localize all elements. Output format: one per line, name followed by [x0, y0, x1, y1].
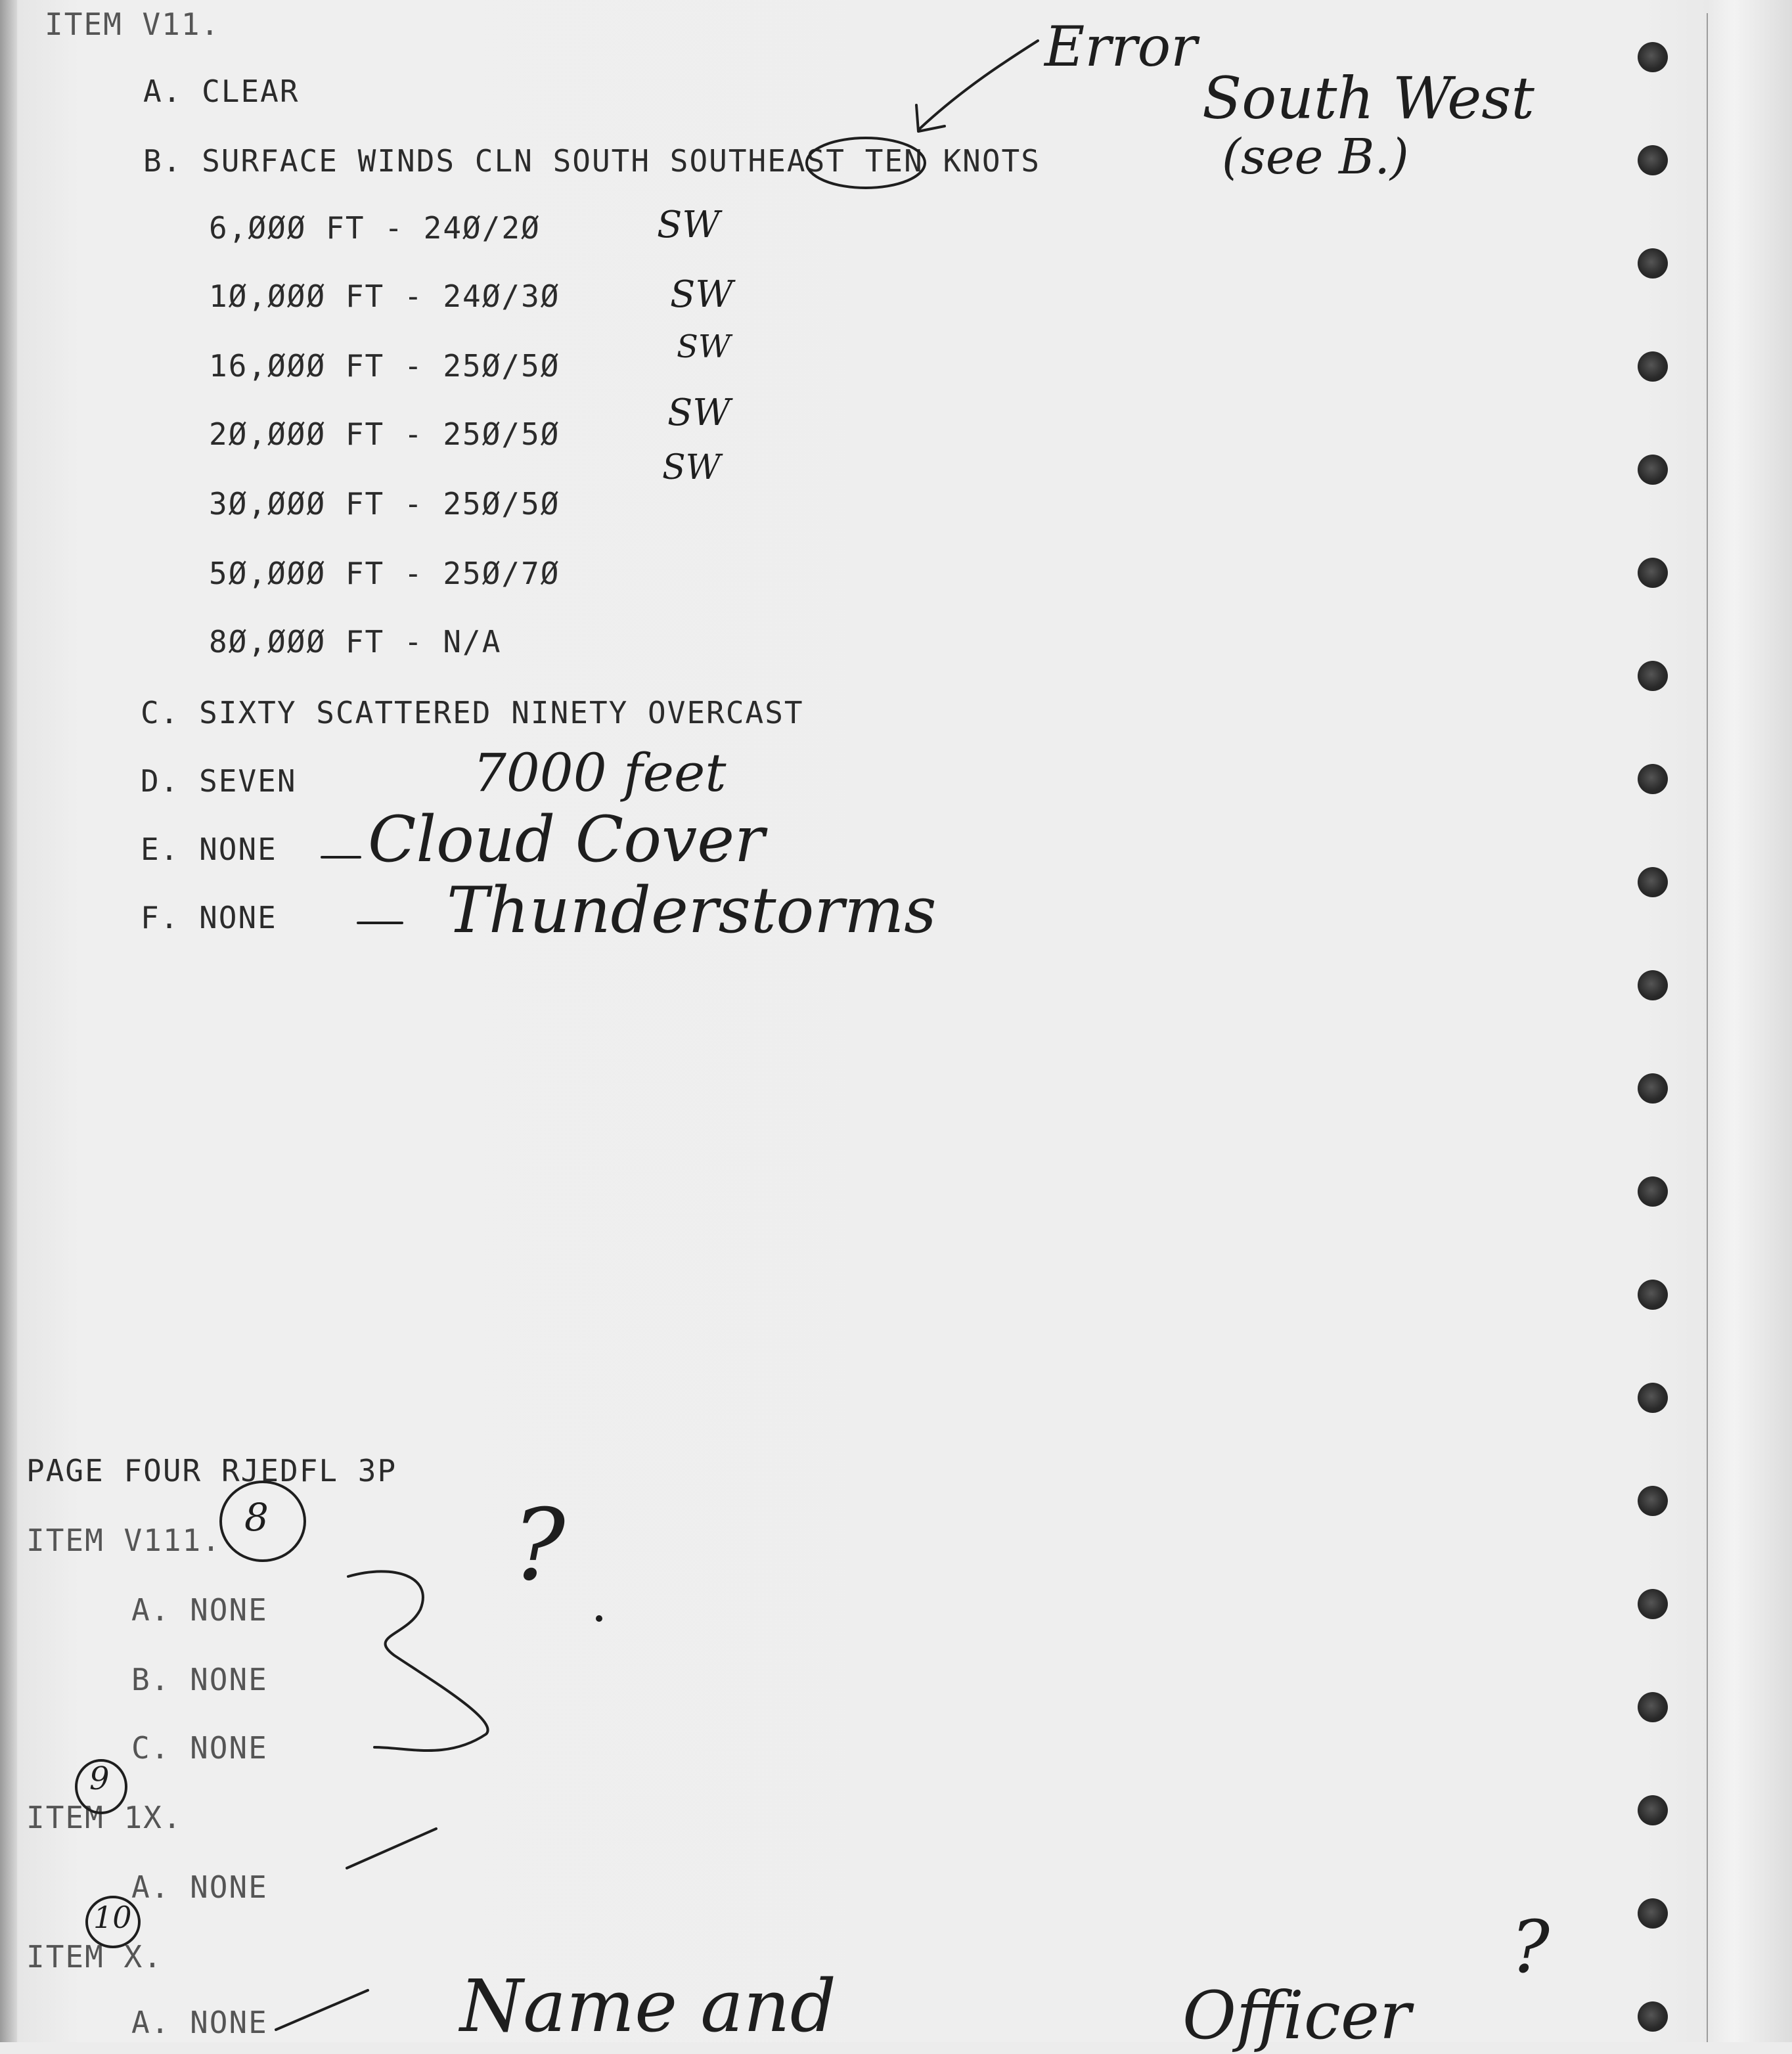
item-vii-heading: ITEM V11. [45, 7, 221, 42]
slash-mark-icon [276, 1990, 368, 2030]
item-viii-heading: ITEM V111. [26, 1523, 221, 1558]
handwritten-southwest: South West [1202, 64, 1534, 132]
item-vii-a: A. CLEAR [143, 74, 300, 109]
dot-mark-icon [596, 1615, 602, 1622]
handwritten-sw: SW [670, 273, 733, 316]
item-vii-e: E. NONE [141, 832, 277, 867]
brace-mark-icon [348, 1571, 488, 1751]
circle-mark-icon [87, 1897, 139, 1947]
handwritten-question: ? [512, 1488, 566, 1603]
handwritten-error: Error [1044, 14, 1198, 79]
wind-line: 6,ØØØ FT - 24Ø/2Ø [209, 210, 541, 246]
wind-line: 3Ø,ØØØ FT - 25Ø/5Ø [209, 486, 560, 522]
handwritten-question-2: ? [1511, 1905, 1550, 1989]
handwritten-sw: SW [657, 204, 720, 246]
item-ix-heading: ITEM 1X. [26, 1800, 183, 1835]
item-vii-c: C. SIXTY SCATTERED NINETY OVERCAST [141, 695, 804, 730]
handwritten-see-b: (see B.) [1222, 129, 1409, 185]
item-x-heading: ITEM X. [26, 1939, 163, 1975]
handwritten-circled-number: 9 [89, 1760, 110, 1797]
error-arrow-icon [920, 41, 1038, 129]
wind-line: 16,ØØØ FT - 25Ø/5Ø [209, 348, 560, 384]
item-viii-b: B. NONE [131, 1662, 268, 1697]
handwritten-sw: SW [667, 391, 730, 434]
handwritten-officer: Officer [1182, 1977, 1411, 2054]
wind-line: 8Ø,ØØØ FT - N/A [209, 624, 502, 659]
item-viii-a: A. NONE [131, 1592, 268, 1628]
circle-mark-icon [76, 1760, 126, 1813]
handwritten-name-and: Name and [460, 1964, 837, 2048]
page-header: PAGE FOUR RJEDFL 3P [26, 1453, 397, 1488]
handwritten-cloud-cover: Cloud Cover [368, 803, 765, 876]
wind-line: 1Ø,ØØØ FT - 24Ø/3Ø [209, 279, 560, 314]
wind-line: 5Ø,ØØØ FT - 25Ø/7Ø [209, 556, 560, 591]
wind-line: 2Ø,ØØØ FT - 25Ø/5Ø [209, 416, 560, 452]
handwritten-circled-number: 10 [93, 1900, 132, 1935]
item-vii-d: D. SEVEN [141, 763, 297, 799]
slash-mark-icon [347, 1829, 436, 1868]
handwritten-circled-number: 8 [244, 1495, 269, 1540]
circle-mark-icon [221, 1482, 305, 1561]
item-vii-f: F. NONE [141, 900, 277, 935]
item-ix-a: A. NONE [131, 1869, 268, 1905]
handwritten-sw: SW [677, 328, 731, 365]
item-x-a: A. NONE [131, 2005, 268, 2040]
handwritten-seven-note: 7000 feet [473, 742, 727, 803]
handwritten-sw: SW [662, 448, 721, 487]
item-vii-b: B. SURFACE WINDS CLN SOUTH SOUTHEAST TEN KNOTS [143, 143, 1041, 179]
handwritten-thunderstorms: Thunderstorms [447, 874, 937, 947]
item-viii-c: C. NONE [131, 1730, 268, 1766]
circle-mark-icon [807, 138, 925, 188]
